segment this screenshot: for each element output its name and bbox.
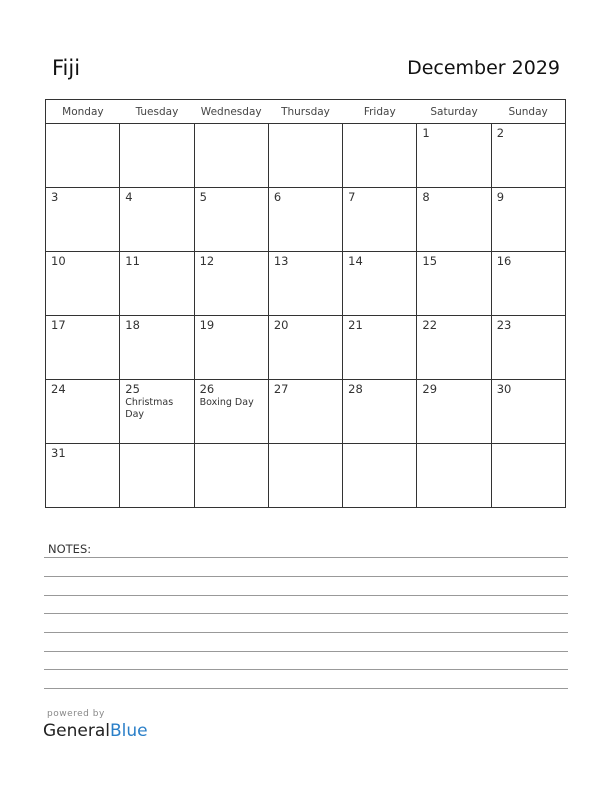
day-cell [46,380,120,444]
day-number: 5 [199,190,207,204]
day-number: 18 [125,318,140,332]
brand-general: General [43,721,110,741]
day-number: 13 [273,254,289,268]
day-cell [417,380,491,444]
day-cell [491,124,565,188]
day-number: 21 [348,318,363,332]
day-cell [120,188,194,252]
weekday-wednesday: Wednesday [194,100,268,124]
brand-logo [43,721,148,741]
day-number: 11 [125,254,140,268]
day-cell [194,124,268,188]
notes-line [44,669,568,670]
day-cell [268,444,342,508]
week-row [46,316,566,380]
day-cell [343,444,417,508]
day-cell [343,316,417,380]
day-cell [491,188,565,252]
weekday-sunday: Sunday [491,100,565,124]
day-number: 10 [51,254,66,268]
day-cell [491,380,565,444]
country-title: Fiji [52,56,81,80]
week-row [46,124,566,188]
day-cell [120,444,194,508]
notes-line [44,595,568,596]
notes-line [44,576,568,577]
day-number: 15 [422,254,438,268]
day-cell [194,252,268,316]
notes-line [44,688,568,689]
powered-by-text: powered by [47,709,105,719]
day-cell [417,444,491,508]
calendar-grid [45,99,566,508]
day-number: 28 [348,382,363,396]
day-cell [268,188,342,252]
day-number: 24 [51,382,66,396]
weekday-header-row [46,100,566,124]
day-number: 4 [125,190,133,204]
day-number: 30 [496,382,512,396]
notes-line [44,632,568,633]
day-number: 9 [496,190,505,204]
weekday-tuesday: Tuesday [120,100,194,124]
day-number: 8 [422,190,430,204]
day-number: 27 [273,382,289,396]
day-number: 12 [199,254,215,268]
day-number: 17 [51,318,66,332]
day-number: 1 [422,126,430,140]
day-cell [491,316,565,380]
notes-line [44,651,568,652]
day-cell [46,444,120,508]
day-cell [417,188,491,252]
day-cell [268,252,342,316]
day-number: 31 [51,446,66,460]
week-row [46,188,566,252]
week-row [46,444,566,508]
day-cell [343,188,417,252]
holiday-label: Christmas Day [125,397,174,420]
day-cell [343,252,417,316]
day-number: 16 [496,254,512,268]
day-cell [194,444,268,508]
week-row [46,252,566,316]
weekday-thursday: Thursday [268,100,342,124]
holiday-label: Boxing Day [199,397,254,408]
day-cell [194,188,268,252]
day-cell [268,124,342,188]
day-number: 29 [422,382,438,396]
day-number: 19 [199,318,215,332]
day-cell [491,252,565,316]
day-cell [120,252,194,316]
day-cell [491,444,565,508]
day-cell [417,124,491,188]
weekday-monday: Monday [46,100,120,124]
month-title: December 2029 [407,57,560,79]
day-number: 20 [273,318,289,332]
day-cell [417,252,491,316]
day-cell [343,380,417,444]
day-cell [268,316,342,380]
weekday-saturday: Saturday [417,100,491,124]
day-number: 25 [125,382,140,396]
calendar-body [46,124,566,508]
notes-line [44,557,568,558]
day-number: 23 [496,318,512,332]
day-cell [46,316,120,380]
day-cell [268,380,342,444]
day-number: 3 [51,190,59,204]
day-cell [46,252,120,316]
day-cell [194,380,268,444]
day-cell [46,188,120,252]
day-number: 22 [422,318,438,332]
day-number: 2 [496,126,505,140]
day-cell [120,124,194,188]
day-number: 14 [348,254,363,268]
day-cell [343,124,417,188]
notes-label: NOTES: [48,542,92,556]
day-number: 7 [348,190,356,204]
day-number: 26 [199,382,215,396]
week-row [46,380,566,444]
day-cell [194,316,268,380]
weekday-friday: Friday [343,100,417,124]
day-cell [46,124,120,188]
day-cell [417,316,491,380]
notes-line [44,613,568,614]
day-number: 6 [273,190,282,204]
day-cell [120,380,194,444]
day-cell [120,316,194,380]
brand-blue: Blue [110,721,148,741]
